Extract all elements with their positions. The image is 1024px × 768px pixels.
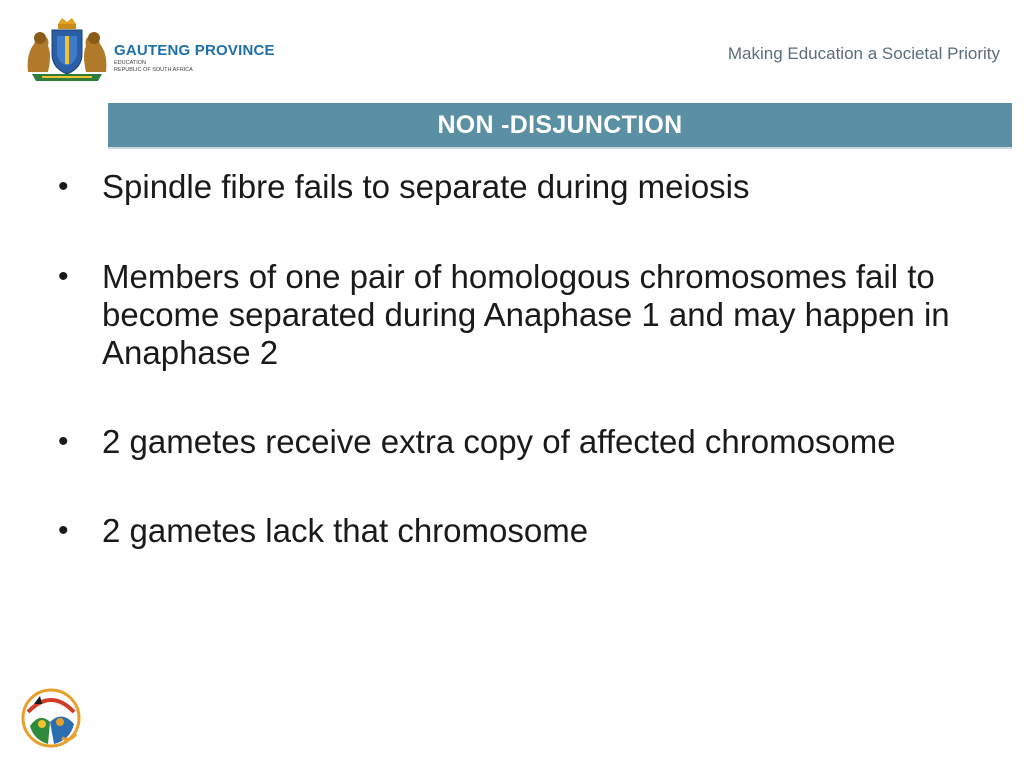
gauteng-logo: [22, 14, 275, 84]
bullet-text: 2 gametes receive extra copy of affected chromosome: [102, 423, 896, 460]
slogan: Making Education a Societal Priority: [727, 44, 1000, 63]
bullet-dot-icon: •: [58, 425, 69, 458]
slide-title: NON -DISJUNCTION: [437, 110, 683, 139]
bullet-list: [58, 168, 988, 550]
bullet-dot-icon: •: [58, 260, 69, 293]
list-item: [58, 258, 988, 372]
bullet-dot-icon: •: [58, 170, 69, 203]
bullet-text: 2 gametes lack that chromosome: [102, 512, 589, 549]
coat-of-arms-icon: [22, 14, 112, 84]
list-item: [58, 512, 988, 550]
list-item: [58, 168, 988, 206]
title-bar: [108, 103, 1012, 149]
bullet-text: Spindle fibre fails to separate during meiosis: [102, 168, 750, 205]
province-name: GAUTENG PROVINCE: [114, 42, 275, 59]
bullet-text: Members of one pair of homologous chromosomes fail to become separated during Anaphase 1 and may happen in Anaphase 2: [102, 258, 950, 371]
list-item: [58, 423, 988, 461]
bullet-dot-icon: •: [58, 514, 69, 547]
province-country: REPUBLIC OF SOUTH AFRICA: [114, 67, 193, 73]
anniversary-emblem-icon: [20, 682, 82, 752]
province-department: EDUCATION: [114, 60, 146, 66]
